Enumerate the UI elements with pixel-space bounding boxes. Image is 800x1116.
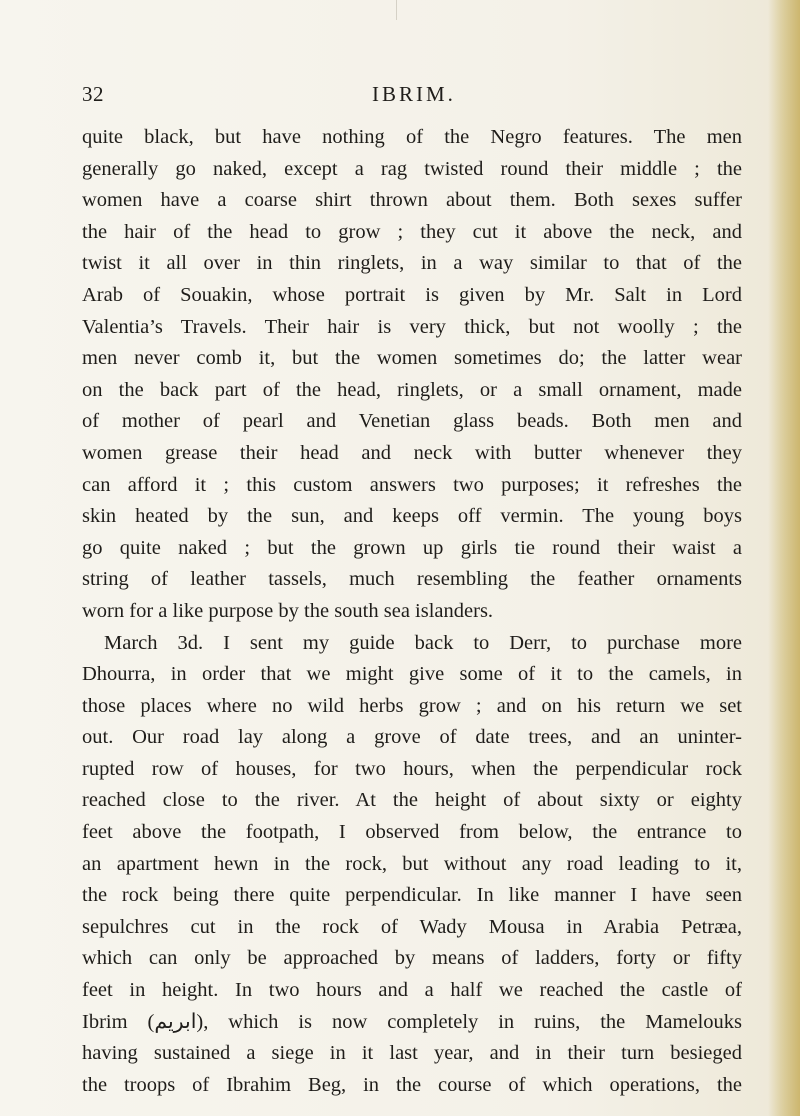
text-line: skin heated by the sun, and keeps off vermin. The young boys: [82, 505, 742, 528]
text-line: on the back part of the head, ringlets, or a small ornament, made: [82, 378, 742, 401]
text-line: the troops of Ibrahim Beg, in the course of which operations, the: [82, 1073, 742, 1096]
page-top-mark: [396, 0, 397, 20]
page-header: [82, 82, 722, 112]
text-line: go quite naked ; but the grown up girls tie round their waist a: [82, 536, 742, 559]
text-line: Arab of Souakin, whose portrait is given by Mr. Salt in Lord: [82, 283, 742, 306]
text-line: the hair of the head to grow ; they cut it above the neck, and: [82, 220, 742, 243]
body-text: [82, 122, 742, 1101]
text-line: March 3d. I sent my guide back to Derr, to purchase more: [104, 631, 742, 654]
text-line: Valentia’s Travels. Their hair is very thick, but not woolly ; the: [82, 315, 742, 338]
text-line: string of leather tassels, much resembling the feather ornaments: [82, 568, 742, 591]
text-line: which can only be approached by means of ladders, forty or fifty: [82, 947, 742, 970]
text-line: worn for a like purpose by the south sea islanders.: [82, 599, 494, 622]
page-number: 32: [82, 82, 104, 106]
text-line: sepulchres cut in the rock of Wady Mousa in Arabia Petræa,: [82, 915, 742, 938]
text-line: women have a coarse shirt thrown about them. Both sexes suffer: [82, 189, 742, 212]
page-edge-discoloration: [768, 0, 800, 1116]
text-line: can afford it ; this custom answers two purposes; it refreshes the: [82, 473, 742, 496]
text-line: feet above the footpath, I observed from below, the entrance to: [82, 821, 742, 844]
text-line: feet in height. In two hours and a half we reached the castle of: [82, 979, 742, 1002]
text-line: reached close to the river. At the height of about sixty or eighty: [82, 789, 742, 812]
text-line: women grease their head and neck with butter whenever they: [82, 441, 742, 464]
text-line: Ibrim (ابريم), which is now completely in ruins, the Mamelouks: [82, 1010, 742, 1033]
text-line: those places where no wild herbs grow ; and on his return we set: [82, 694, 742, 717]
text-line: twist it all over in thin ringlets, in a way similar to that of the: [82, 252, 742, 275]
text-line: generally go naked, except a rag twisted round their middle ; the: [82, 157, 742, 180]
running-head: IBRIM.: [372, 82, 456, 106]
text-line: out. Our road lay along a grove of date trees, and an uninter-: [82, 726, 742, 749]
text-line: having sustained a siege in it last year, and in their turn besieged: [82, 1042, 742, 1065]
text-line: rupted row of houses, for two hours, when the perpendicular rock: [82, 757, 742, 780]
text-line: Dhourra, in order that we might give some of it to the camels, in: [82, 663, 742, 686]
text-line: men never comb it, but the women sometimes do; the latter wear: [82, 347, 742, 370]
text-line: quite black, but have nothing of the Negro features. The men: [82, 126, 742, 148]
text-line: an apartment hewn in the rock, but without any road leading to it,: [82, 852, 742, 875]
text-line: of mother of pearl and Venetian glass beads. Both men and: [82, 410, 742, 433]
text-line: the rock being there quite perpendicular. In like manner I have seen: [82, 884, 742, 907]
